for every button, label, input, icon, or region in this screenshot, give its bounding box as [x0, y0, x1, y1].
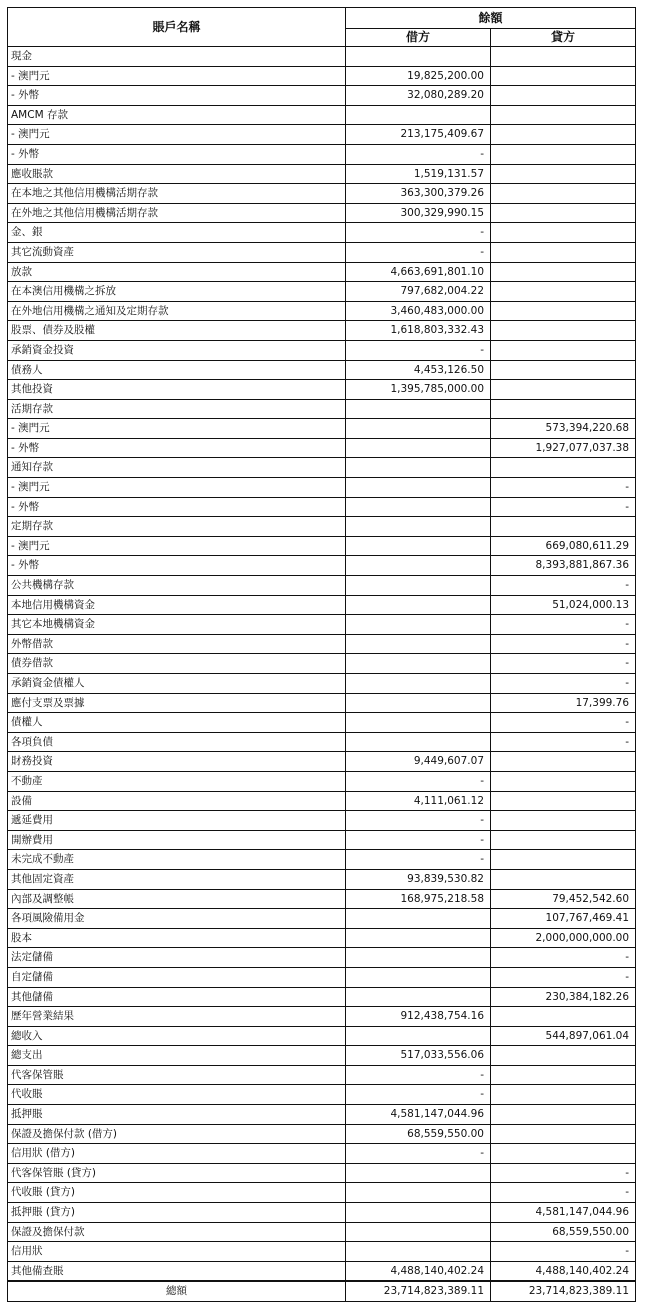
- account-name-cell: - 外幣: [8, 497, 346, 517]
- table-row: [8, 576, 636, 596]
- account-name-cell: 各項風險備用金: [8, 909, 346, 929]
- account-name-cell: 其他備查賬: [8, 1261, 346, 1281]
- debit-cell: 300,329,990.15: [346, 203, 491, 223]
- trial-balance-table: [7, 7, 636, 1302]
- debit-cell: 1,519,131.57: [346, 164, 491, 184]
- credit-cell: [491, 66, 636, 86]
- account-name-cell: 現金: [8, 47, 346, 67]
- credit-cell: -: [491, 654, 636, 674]
- table-row: [8, 1163, 636, 1183]
- credit-cell: [491, 399, 636, 419]
- debit-cell: 1,395,785,000.00: [346, 380, 491, 400]
- table-row: [8, 850, 636, 870]
- debit-cell: 68,559,550.00: [346, 1124, 491, 1144]
- account-name-cell: - 澳門元: [8, 536, 346, 556]
- credit-cell: [491, 458, 636, 478]
- credit-cell: [491, 47, 636, 67]
- account-name-cell: 法定儲備: [8, 948, 346, 968]
- account-name-cell: - 澳門元: [8, 419, 346, 439]
- account-name-cell: 其它本地機構資金: [8, 615, 346, 635]
- debit-cell: 213,175,409.67: [346, 125, 491, 145]
- debit-cell: 363,300,379.26: [346, 184, 491, 204]
- credit-cell: -: [491, 732, 636, 752]
- credit-cell: -: [491, 478, 636, 498]
- account-name-cell: 活期存款: [8, 399, 346, 419]
- credit-cell: 8,393,881,867.36: [491, 556, 636, 576]
- credit-cell: 573,394,220.68: [491, 419, 636, 439]
- credit-cell: [491, 1105, 636, 1125]
- account-name-cell: 其他投資: [8, 380, 346, 400]
- debit-cell: 19,825,200.00: [346, 66, 491, 86]
- debit-cell: 4,453,126.50: [346, 360, 491, 380]
- table-row: [8, 1183, 636, 1203]
- account-name-cell: 未完成不動產: [8, 850, 346, 870]
- credit-cell: 669,080,611.29: [491, 536, 636, 556]
- account-name-cell: 其他儲備: [8, 987, 346, 1007]
- debit-cell: [346, 438, 491, 458]
- table-row: [8, 321, 636, 341]
- credit-cell: 51,024,000.13: [491, 595, 636, 615]
- account-name-cell: 在本地之其他信用機構活期存款: [8, 184, 346, 204]
- credit-cell: 79,452,542.60: [491, 889, 636, 909]
- debit-cell: [346, 987, 491, 1007]
- debit-cell: -: [346, 830, 491, 850]
- credit-cell: [491, 105, 636, 125]
- debit-cell: [346, 1242, 491, 1262]
- account-name-cell: 代客保管賬 (貸方): [8, 1163, 346, 1183]
- debit-cell: -: [346, 242, 491, 262]
- credit-cell: -: [491, 713, 636, 733]
- debit-cell: [346, 1222, 491, 1242]
- table-row: [8, 1242, 636, 1262]
- credit-cell: 1,927,077,037.38: [491, 438, 636, 458]
- credit-cell: [491, 242, 636, 262]
- debit-cell: -: [346, 144, 491, 164]
- debit-cell: 797,682,004.22: [346, 282, 491, 302]
- table-row: [8, 713, 636, 733]
- credit-cell: [491, 517, 636, 537]
- debit-cell: [346, 634, 491, 654]
- table-body: [8, 47, 636, 1282]
- debit-cell: [346, 1183, 491, 1203]
- debit-cell: [346, 1163, 491, 1183]
- account-name-cell: 自定儲備: [8, 967, 346, 987]
- table-row: [8, 478, 636, 498]
- credit-cell: [491, 125, 636, 145]
- account-name-cell: 設備: [8, 791, 346, 811]
- table-row: [8, 752, 636, 772]
- debit-cell: 9,449,607.07: [346, 752, 491, 772]
- table-row: [8, 517, 636, 537]
- debit-header: 借方: [346, 29, 491, 47]
- table-row: [8, 458, 636, 478]
- table-row: [8, 262, 636, 282]
- table-row: [8, 909, 636, 929]
- table-row: [8, 1007, 636, 1027]
- table-row: [8, 948, 636, 968]
- account-name-cell: - 外幣: [8, 144, 346, 164]
- credit-cell: -: [491, 967, 636, 987]
- credit-cell: 4,581,147,044.96: [491, 1203, 636, 1223]
- account-name-cell: 股本: [8, 928, 346, 948]
- table-row: [8, 1065, 636, 1085]
- debit-cell: -: [346, 771, 491, 791]
- debit-cell: 4,111,061.12: [346, 791, 491, 811]
- credit-cell: -: [491, 497, 636, 517]
- credit-cell: 230,384,182.26: [491, 987, 636, 1007]
- account-name-cell: 承銷資金投資: [8, 340, 346, 360]
- table-row: [8, 86, 636, 106]
- account-name-cell: 債權人: [8, 713, 346, 733]
- account-name-cell: - 澳門元: [8, 125, 346, 145]
- table-row: [8, 967, 636, 987]
- account-name-cell: 代收賬: [8, 1085, 346, 1105]
- account-name-cell: 抵押賬 (貸方): [8, 1203, 346, 1223]
- table-row: [8, 497, 636, 517]
- credit-cell: [491, 1085, 636, 1105]
- debit-cell: [346, 654, 491, 674]
- account-name-cell: 各項負債: [8, 732, 346, 752]
- account-name-cell: 本地信用機構資金: [8, 595, 346, 615]
- table-row: [8, 732, 636, 752]
- credit-cell: [491, 791, 636, 811]
- table-row: [8, 595, 636, 615]
- credit-cell: -: [491, 615, 636, 635]
- table-row: [8, 242, 636, 262]
- table-row: [8, 380, 636, 400]
- credit-cell: -: [491, 1183, 636, 1203]
- debit-cell: [346, 909, 491, 929]
- debit-cell: 168,975,218.58: [346, 889, 491, 909]
- credit-cell: [491, 360, 636, 380]
- credit-cell: [491, 282, 636, 302]
- debit-cell: [346, 399, 491, 419]
- table-row: [8, 340, 636, 360]
- debit-cell: [346, 1203, 491, 1223]
- credit-cell: [491, 164, 636, 184]
- table-row: [8, 811, 636, 831]
- debit-cell: [346, 478, 491, 498]
- table-row: [8, 830, 636, 850]
- credit-cell: 2,000,000,000.00: [491, 928, 636, 948]
- debit-cell: -: [346, 1085, 491, 1105]
- table-row: [8, 1046, 636, 1066]
- debit-cell: [346, 674, 491, 694]
- table-row: [8, 125, 636, 145]
- credit-header: 貸方: [491, 29, 636, 47]
- account-name-cell: 信用狀: [8, 1242, 346, 1262]
- account-name-cell: 外幣借款: [8, 634, 346, 654]
- account-name-cell: 開辦費用: [8, 830, 346, 850]
- debit-cell: 4,663,691,801.10: [346, 262, 491, 282]
- account-name-cell: 不動產: [8, 771, 346, 791]
- credit-cell: -: [491, 1163, 636, 1183]
- debit-cell: [346, 536, 491, 556]
- account-name-cell: 放款: [8, 262, 346, 282]
- table-row: [8, 987, 636, 1007]
- account-name-cell: 財務投資: [8, 752, 346, 772]
- account-name-cell: 代客保管賬: [8, 1065, 346, 1085]
- table-row: [8, 1203, 636, 1223]
- table-row: [8, 399, 636, 419]
- debit-cell: [346, 497, 491, 517]
- credit-cell: [491, 184, 636, 204]
- debit-cell: 912,438,754.16: [346, 1007, 491, 1027]
- total-row: [8, 1281, 636, 1301]
- account-name-cell: 在外地信用機構之通知及定期存款: [8, 301, 346, 321]
- debit-cell: [346, 1026, 491, 1046]
- table-row: [8, 47, 636, 67]
- credit-cell: [491, 203, 636, 223]
- credit-cell: [491, 340, 636, 360]
- account-name-cell: 代收賬 (貸方): [8, 1183, 346, 1203]
- table-row: [8, 889, 636, 909]
- balance-header: 餘額: [346, 8, 636, 29]
- account-name-cell: 抵押賬: [8, 1105, 346, 1125]
- table-row: [8, 66, 636, 86]
- account-name-cell: 保證及擔保付款 (借方): [8, 1124, 346, 1144]
- table-row: [8, 771, 636, 791]
- account-name-cell: AMCM 存款: [8, 105, 346, 125]
- table-row: [8, 184, 636, 204]
- debit-cell: [346, 948, 491, 968]
- debit-cell: [346, 576, 491, 596]
- account-name-cell: 金、銀: [8, 223, 346, 243]
- table-row: [8, 693, 636, 713]
- account-name-cell: 在外地之其他信用機構活期存款: [8, 203, 346, 223]
- debit-cell: 3,460,483,000.00: [346, 301, 491, 321]
- table-row: [8, 223, 636, 243]
- debit-cell: -: [346, 850, 491, 870]
- table-row: [8, 360, 636, 380]
- credit-cell: [491, 1046, 636, 1066]
- table-row: [8, 105, 636, 125]
- debit-cell: -: [346, 811, 491, 831]
- debit-cell: [346, 713, 491, 733]
- account-name-cell: 應收賬款: [8, 164, 346, 184]
- credit-cell: [491, 771, 636, 791]
- total-label: 總額: [8, 1281, 346, 1301]
- debit-cell: -: [346, 1065, 491, 1085]
- table-footer: [8, 1281, 636, 1301]
- debit-cell: [346, 595, 491, 615]
- account-name-cell: - 澳門元: [8, 478, 346, 498]
- debit-cell: 1,618,803,332.43: [346, 321, 491, 341]
- table-row: [8, 1085, 636, 1105]
- debit-cell: 517,033,556.06: [346, 1046, 491, 1066]
- credit-cell: [491, 1144, 636, 1164]
- account-name-header: 賬戶名稱: [8, 8, 346, 47]
- debit-cell: 4,488,140,402.24: [346, 1261, 491, 1281]
- account-name-cell: 債務人: [8, 360, 346, 380]
- account-name-cell: 保證及擔保付款: [8, 1222, 346, 1242]
- total-debit: 23,714,823,389.11: [346, 1281, 491, 1301]
- table-row: [8, 1144, 636, 1164]
- account-name-cell: 信用狀 (借方): [8, 1144, 346, 1164]
- credit-cell: [491, 144, 636, 164]
- credit-cell: [491, 869, 636, 889]
- credit-cell: [491, 1124, 636, 1144]
- account-name-cell: 通知存款: [8, 458, 346, 478]
- table-row: [8, 791, 636, 811]
- credit-cell: 17,399.76: [491, 693, 636, 713]
- table-row: [8, 282, 636, 302]
- debit-cell: -: [346, 1144, 491, 1164]
- account-name-cell: 總支出: [8, 1046, 346, 1066]
- credit-cell: [491, 262, 636, 282]
- credit-cell: -: [491, 576, 636, 596]
- table-row: [8, 1222, 636, 1242]
- debit-cell: [346, 419, 491, 439]
- credit-cell: 107,767,469.41: [491, 909, 636, 929]
- account-name-cell: 在本澳信用機構之拆放: [8, 282, 346, 302]
- total-credit: 23,714,823,389.11: [491, 1281, 636, 1301]
- table-row: [8, 203, 636, 223]
- account-name-cell: 承銷資金債權人: [8, 674, 346, 694]
- account-name-cell: 債券借款: [8, 654, 346, 674]
- credit-cell: [491, 301, 636, 321]
- credit-cell: [491, 752, 636, 772]
- table-row: [8, 654, 636, 674]
- table-row: [8, 438, 636, 458]
- debit-cell: [346, 517, 491, 537]
- account-name-cell: 其它流動資產: [8, 242, 346, 262]
- table-row: [8, 1026, 636, 1046]
- debit-cell: 32,080,289.20: [346, 86, 491, 106]
- debit-cell: [346, 732, 491, 752]
- credit-cell: -: [491, 674, 636, 694]
- account-name-cell: 歷年營業結果: [8, 1007, 346, 1027]
- credit-cell: 4,488,140,402.24: [491, 1261, 636, 1281]
- table-row: [8, 301, 636, 321]
- account-name-cell: 定期存款: [8, 517, 346, 537]
- account-name-cell: 應付支票及票據: [8, 693, 346, 713]
- debit-cell: 4,581,147,044.96: [346, 1105, 491, 1125]
- debit-cell: [346, 105, 491, 125]
- account-name-cell: 遞延費用: [8, 811, 346, 831]
- table-row: [8, 1105, 636, 1125]
- table-header: [8, 8, 636, 47]
- table-row: [8, 164, 636, 184]
- table-row: [8, 634, 636, 654]
- table-row: [8, 928, 636, 948]
- table-row: [8, 1261, 636, 1281]
- table-row: [8, 536, 636, 556]
- credit-cell: [491, 1007, 636, 1027]
- account-name-cell: - 外幣: [8, 438, 346, 458]
- credit-cell: 68,559,550.00: [491, 1222, 636, 1242]
- table-row: [8, 556, 636, 576]
- credit-cell: [491, 86, 636, 106]
- table-row: [8, 869, 636, 889]
- debit-cell: [346, 458, 491, 478]
- account-name-cell: - 澳門元: [8, 66, 346, 86]
- credit-cell: 544,897,061.04: [491, 1026, 636, 1046]
- credit-cell: [491, 380, 636, 400]
- table-row: [8, 419, 636, 439]
- account-name-cell: 內部及調整帳: [8, 889, 346, 909]
- debit-cell: -: [346, 340, 491, 360]
- credit-cell: [491, 321, 636, 341]
- debit-cell: [346, 556, 491, 576]
- credit-cell: [491, 811, 636, 831]
- table-row: [8, 615, 636, 635]
- debit-cell: [346, 967, 491, 987]
- account-name-cell: 股票、債券及股權: [8, 321, 346, 341]
- account-name-cell: 總收入: [8, 1026, 346, 1046]
- table-row: [8, 674, 636, 694]
- credit-cell: [491, 1065, 636, 1085]
- account-name-cell: - 外幣: [8, 556, 346, 576]
- debit-cell: 93,839,530.82: [346, 869, 491, 889]
- credit-cell: -: [491, 634, 636, 654]
- credit-cell: -: [491, 1242, 636, 1262]
- credit-cell: [491, 830, 636, 850]
- debit-cell: [346, 928, 491, 948]
- credit-cell: [491, 850, 636, 870]
- debit-cell: -: [346, 223, 491, 243]
- debit-cell: [346, 615, 491, 635]
- account-name-cell: 其他固定資產: [8, 869, 346, 889]
- account-name-cell: - 外幣: [8, 86, 346, 106]
- account-name-cell: 公共機構存款: [8, 576, 346, 596]
- credit-cell: [491, 223, 636, 243]
- debit-cell: [346, 693, 491, 713]
- credit-cell: -: [491, 948, 636, 968]
- table-row: [8, 144, 636, 164]
- debit-cell: [346, 47, 491, 67]
- table-row: [8, 1124, 636, 1144]
